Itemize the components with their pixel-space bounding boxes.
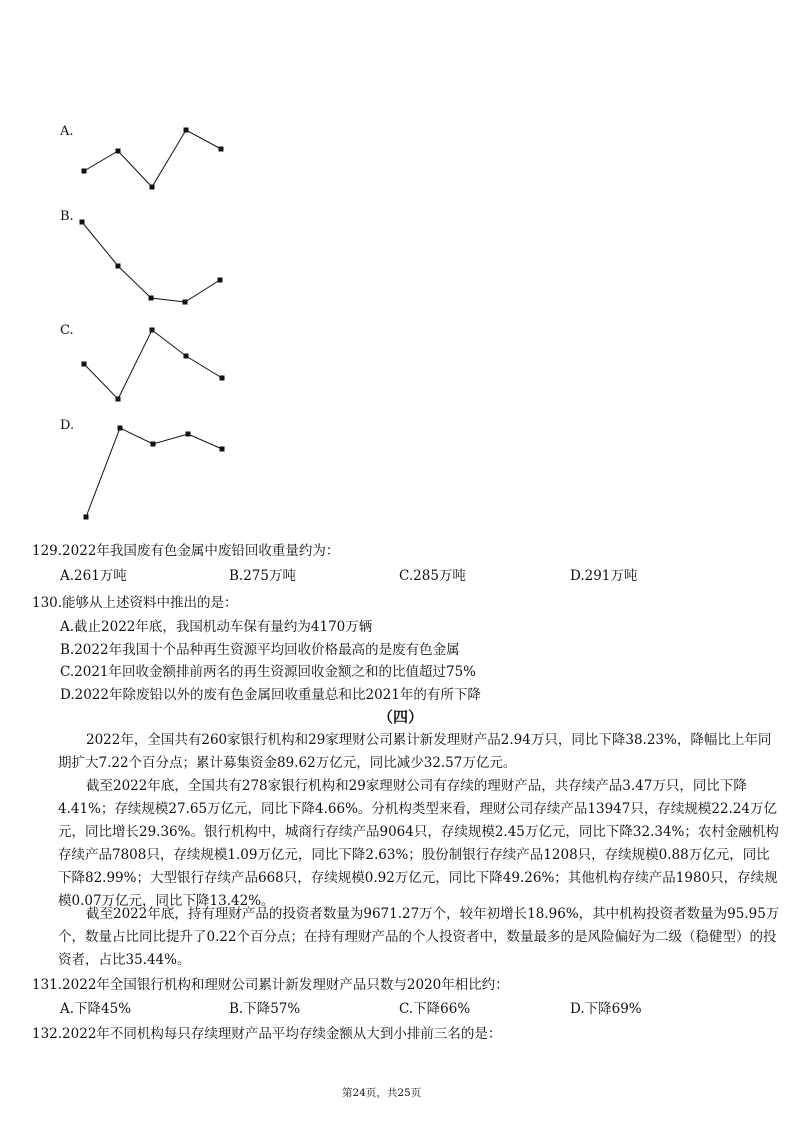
passage-paragraph-3: 截至2022年底，持有理财产品的投资者数量为9671.27万个，较年初增长18.96%，其中机构投资者数量为95.95万个，数量占比同比提升了0.22个百分点；在持有理财产品的个人投资者中，数量最多的是风险偏好为二级（稳健型）的投资者，占比35.44%。: [58, 906, 780, 968]
question-129: 129.2022年我国废有色金属中废铅回收重量约为：: [32, 543, 340, 559]
q129-option-d[interactable]: D.291万吨: [570, 568, 638, 584]
chart-point: [151, 442, 156, 447]
q130-option-b[interactable]: B.2022年我国十个品种再生资源平均回收价格最高的是废有色金属: [60, 642, 460, 658]
q129-option-a[interactable]: A.261万吨: [60, 568, 127, 584]
chart-point: [118, 426, 123, 431]
q129-option-b[interactable]: B.275万吨: [229, 568, 296, 584]
question-131: 131.2022年全国银行机构和理财公司累计新发理财产品只数与2020年相比约：: [32, 977, 509, 993]
q131-option-a[interactable]: A.下降45%: [60, 1001, 132, 1017]
q131-option-d[interactable]: D.下降69%: [570, 1001, 642, 1017]
chart-point: [220, 447, 225, 452]
question-130: 130.能够从上述资料中推出的是：: [32, 595, 238, 611]
option-a-label: A.: [60, 124, 74, 139]
chart-line: [86, 428, 222, 517]
q130-option-d[interactable]: D.2022年除废铅以外的废有色金属回收重量总和比2021年的有所下降: [60, 687, 481, 703]
chart-point: [186, 432, 191, 437]
option-c-label: C.: [60, 323, 74, 338]
chart-point: [84, 515, 89, 520]
q129-option-c[interactable]: C.285万吨: [399, 568, 466, 584]
q131-option-c[interactable]: C.下降66%: [399, 1001, 471, 1017]
q130-option-c[interactable]: C.2021年回收金额排前两名的再生资源回收金额之和的比值超过75%: [60, 664, 477, 680]
passage-paragraph-2: 截至2022年底，全国共有278家银行机构和29家理财公司有存续的理财产品，共存续产品3.47万只，同比下降4.41%；存续规模27.65万亿元，同比下降4.66%。分机构类型来看，理财公司存续产品13947只，存续规模22.24万亿元，同比增长29.36%。银行机构中，城商行存续产品9064只，存续规模2.45万亿元，同比下降32.34%；农村金融机构存续产品7808只，存续规模1.09万亿元，同比下降2.63%；股份制银行存续产品1208只，存续规模0.88万亿元，同比下降82.99%；大型银行存续产品668只，存续规模0.92万亿元，同比下降49.26%；其他机构存续产品1980只，存续规模0.07万亿元，同比下降13.42%。: [58, 778, 779, 909]
passage-paragraph-1: 2022年，全国共有260家银行机构和29家理财公司累计新发理财产品2.94万只，同比下降38.23%，降幅比上年同期扩大7.22个百分点；累计募集资金89.62万亿元，同比减少32.57万亿元。: [58, 732, 772, 771]
question-132: 132.2022年不同机构每只存续理财产品平均存续金额从大到小排前三名的是：: [32, 1026, 502, 1042]
option-d-label: D.: [60, 418, 75, 433]
q130-option-a[interactable]: A.截止2022年底，我国机动车保有量约为4170万辆: [60, 619, 373, 635]
q131-option-b[interactable]: B.下降57%: [229, 1001, 301, 1017]
page-number: 第24页，共25页: [342, 1087, 422, 1099]
option-b-label: B.: [60, 209, 74, 224]
section-title: （四）: [378, 708, 424, 726]
